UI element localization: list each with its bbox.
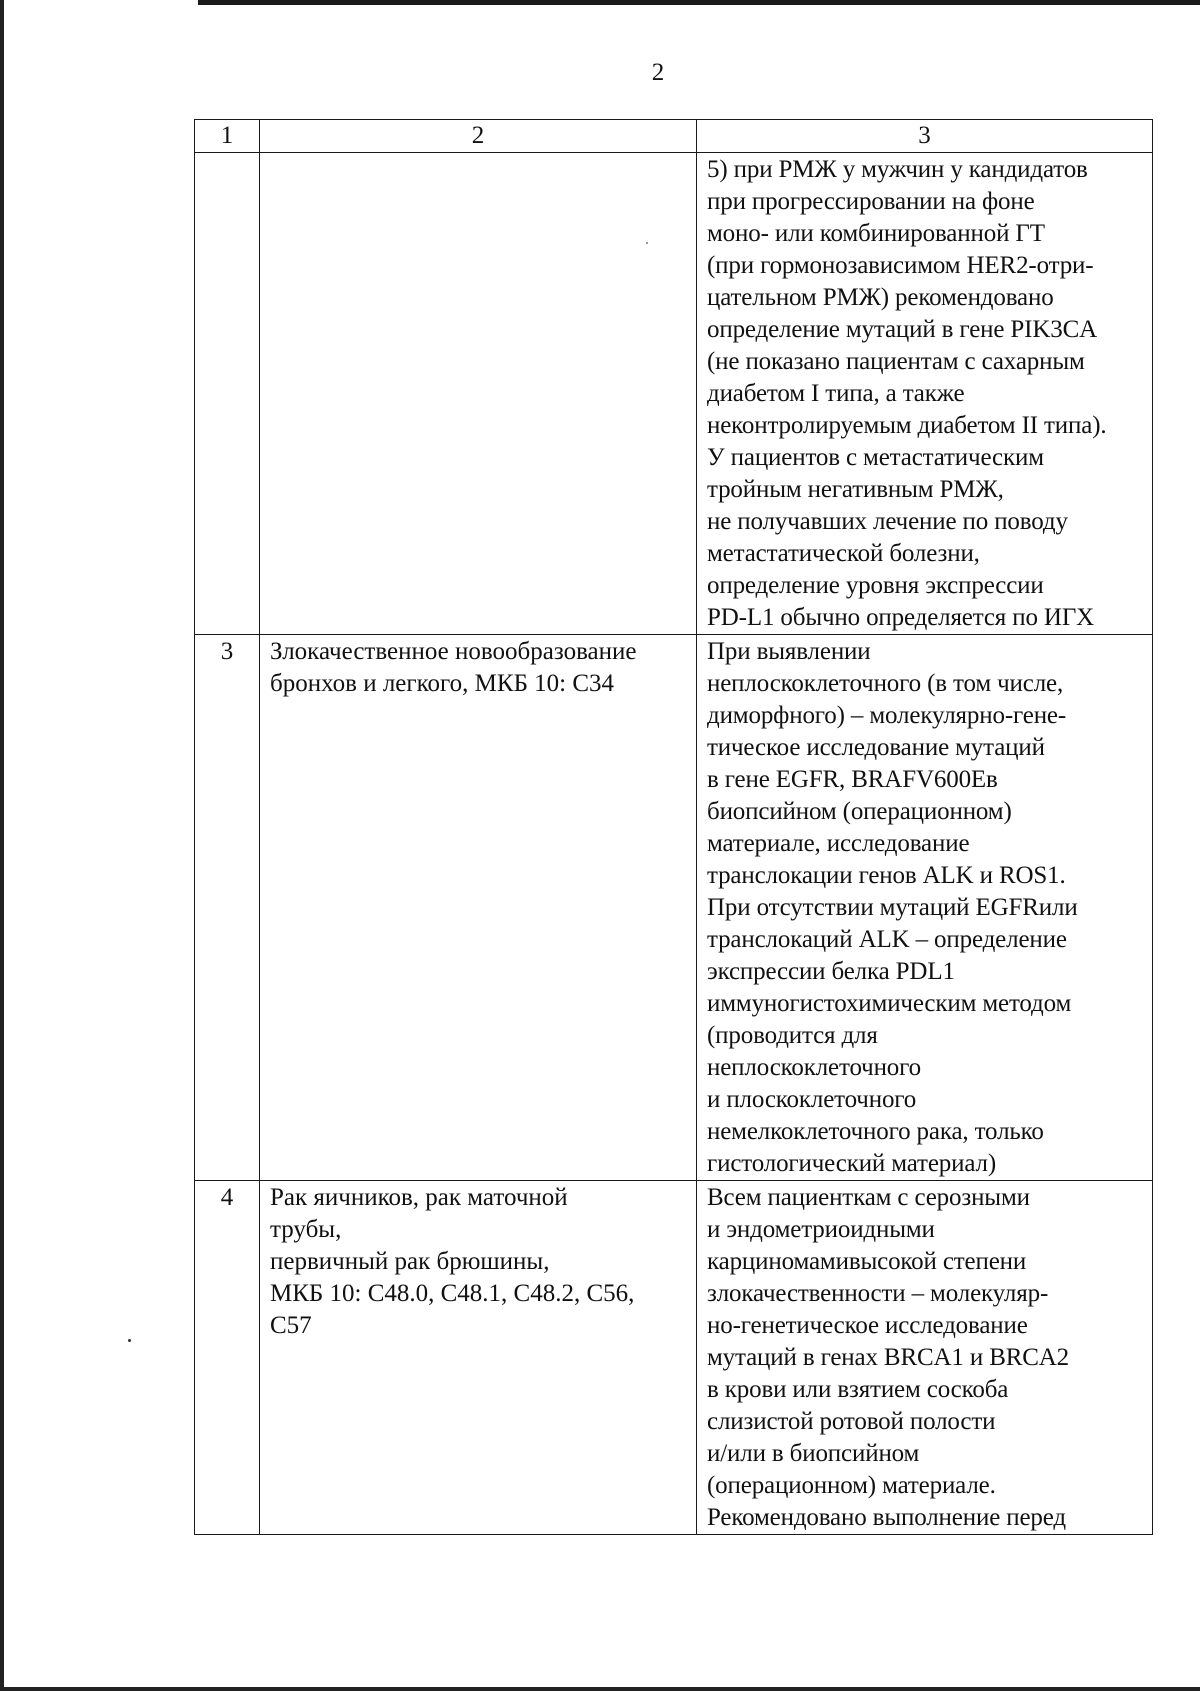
recommendation-text: Всем пациенткам с серозными и эндометриоидными карциномамивысокой степени злокачественности – молекуляр- но-генетическое исследование мутаций в генах BRCA1 и BRCA2 в крови или взятием соскоба слизистой ротовой полости и/или в биопсийном (операционном) материале. Рекомендовано выполнение перед <box>707 1184 1070 1531</box>
document-table <box>194 119 1153 1535</box>
recommendation-cell <box>697 153 1153 635</box>
row-number-cell <box>195 1181 260 1535</box>
disease-cell <box>260 635 697 1181</box>
row-number: 3 <box>220 638 234 665</box>
scan-speck <box>128 1339 131 1342</box>
row-number-cell <box>195 153 260 635</box>
scan-left-edge <box>0 0 4 1691</box>
header-cell-1: 1 <box>195 120 260 153</box>
disease-text: Рак яичников, рак маточной трубы, первичный рак брюшины, МКБ 10: C48.0, C48.1, C48.2, C56, C57 <box>270 1184 635 1339</box>
recommendation-text: 5) при РМЖ у мужчин у кандидатов при прогрессировании на фоне моно- или комбинированной ГТ (при гормонозависимом HER2-отри- цательном РМЖ) рекомендовано определение мутаций в гене PIK3CA (не показано пациентам с сахарным диабетом I типа, а также неконтролируемым диабетом II типа). У пациентов с метастатическим тройным негативным РМЖ, не получавших лечение по поводу метастатической болезни, определение уровня экспрессии PD-L1 обычно определяется по ИГХ <box>707 156 1107 631</box>
recommendation-cell <box>697 635 1153 1181</box>
disease-text: Злокачественное новообразование бронхов и легкого, МКБ 10: C34 <box>270 638 637 697</box>
row-number: 4 <box>220 1184 234 1211</box>
row-number-cell <box>195 635 260 1181</box>
page-number: 2 <box>651 59 665 86</box>
table-row <box>195 153 1153 635</box>
table-row <box>195 1181 1153 1535</box>
disease-cell <box>260 1181 697 1535</box>
row-number <box>195 153 259 154</box>
header-cell-2: 2 <box>260 120 697 153</box>
recommendation-cell <box>697 1181 1153 1535</box>
recommendation-text: При выявлении неплоскоклеточного (в том числе, диморфного) – молекулярно-гене- тическое исследование мутаций в гене EGFR, BRAFV600Eв биопсийном (операционном) материале, исследование транслокации генов ALK и ROS1. При отсутствии мутаций EGFRили транслокаций ALK – определение экспрессии белка PDL1 иммуногистохимическим методом (проводится для неплоскоклеточного и плоскоклеточного немелкоклеточного рака, только гистологический материал) <box>707 638 1078 1177</box>
table-header-row <box>195 120 1153 153</box>
table-row <box>195 635 1153 1181</box>
disease-text <box>270 153 690 154</box>
disease-cell <box>260 153 697 635</box>
header-cell-3: 3 <box>697 120 1153 153</box>
scan-top-edge <box>198 0 1200 5</box>
scan-bottom-edge <box>0 1687 1200 1691</box>
